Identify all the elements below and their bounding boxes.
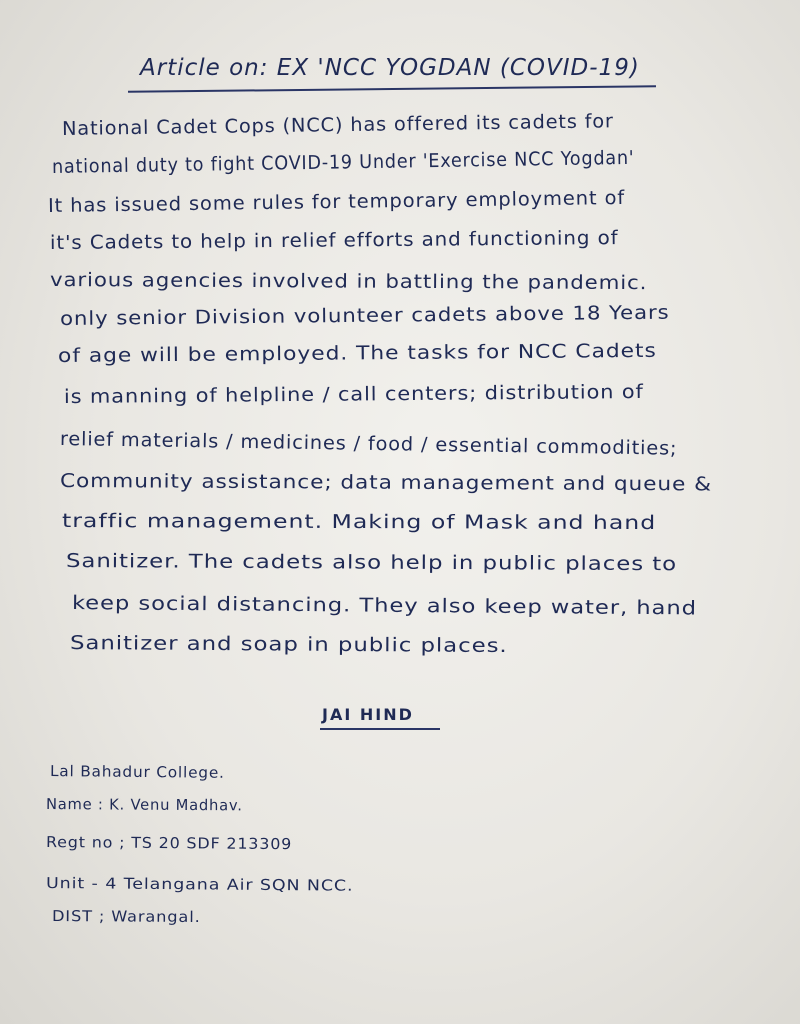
author-name: Name : K. Venu Madhav. <box>45 795 243 815</box>
body-line-1: National Cadet Cops (NCC) has offered its cadets for <box>61 110 614 140</box>
closing-salutation: JAI HIND <box>322 705 414 724</box>
body-line-4: it's Cadets to help in relief efforts and functioning of <box>49 227 619 254</box>
closing-underline <box>320 728 440 730</box>
body-line-9: relief materials / medicines / food / essential commodities; <box>59 428 678 460</box>
ncc-unit: Unit - 4 Telangana Air SQN NCC. <box>45 874 354 895</box>
body-line-2: national duty to fight COVID-19 Under 'Exercise NCC Yogdan' <box>51 146 635 178</box>
body-line-7: of age will be employed. The tasks for NCC Cadets <box>57 339 657 367</box>
body-line-10: Community assistance; data management and queue & <box>59 470 712 496</box>
body-line-6: only senior Division volunteer cadets above 18 Years <box>59 301 670 330</box>
college-name: Lal Bahadur College. <box>49 762 225 782</box>
body-line-8: is manning of helpline / call centers; distribution of <box>63 380 644 408</box>
district: DIST ; Warangal. <box>51 907 201 927</box>
title-underline <box>128 85 656 93</box>
article-title: Article on: EX 'NCC YOGDAN (COVID-19) <box>140 55 640 81</box>
body-line-14: Sanitizer and soap in public places. <box>69 632 508 658</box>
registration-number: Regt no ; TS 20 SDF 213309 <box>45 833 293 854</box>
body-line-3: It has issued some rules for temporary employment of <box>47 186 626 217</box>
body-line-12: Sanitizer. The cadets also help in public places to <box>65 550 678 576</box>
body-line-11: traffic management. Making of Mask and hand <box>61 510 657 535</box>
body-line-13: keep social distancing. They also keep water, hand <box>71 592 698 620</box>
body-line-5: various agencies involved in battling the pandemic. <box>49 269 648 295</box>
